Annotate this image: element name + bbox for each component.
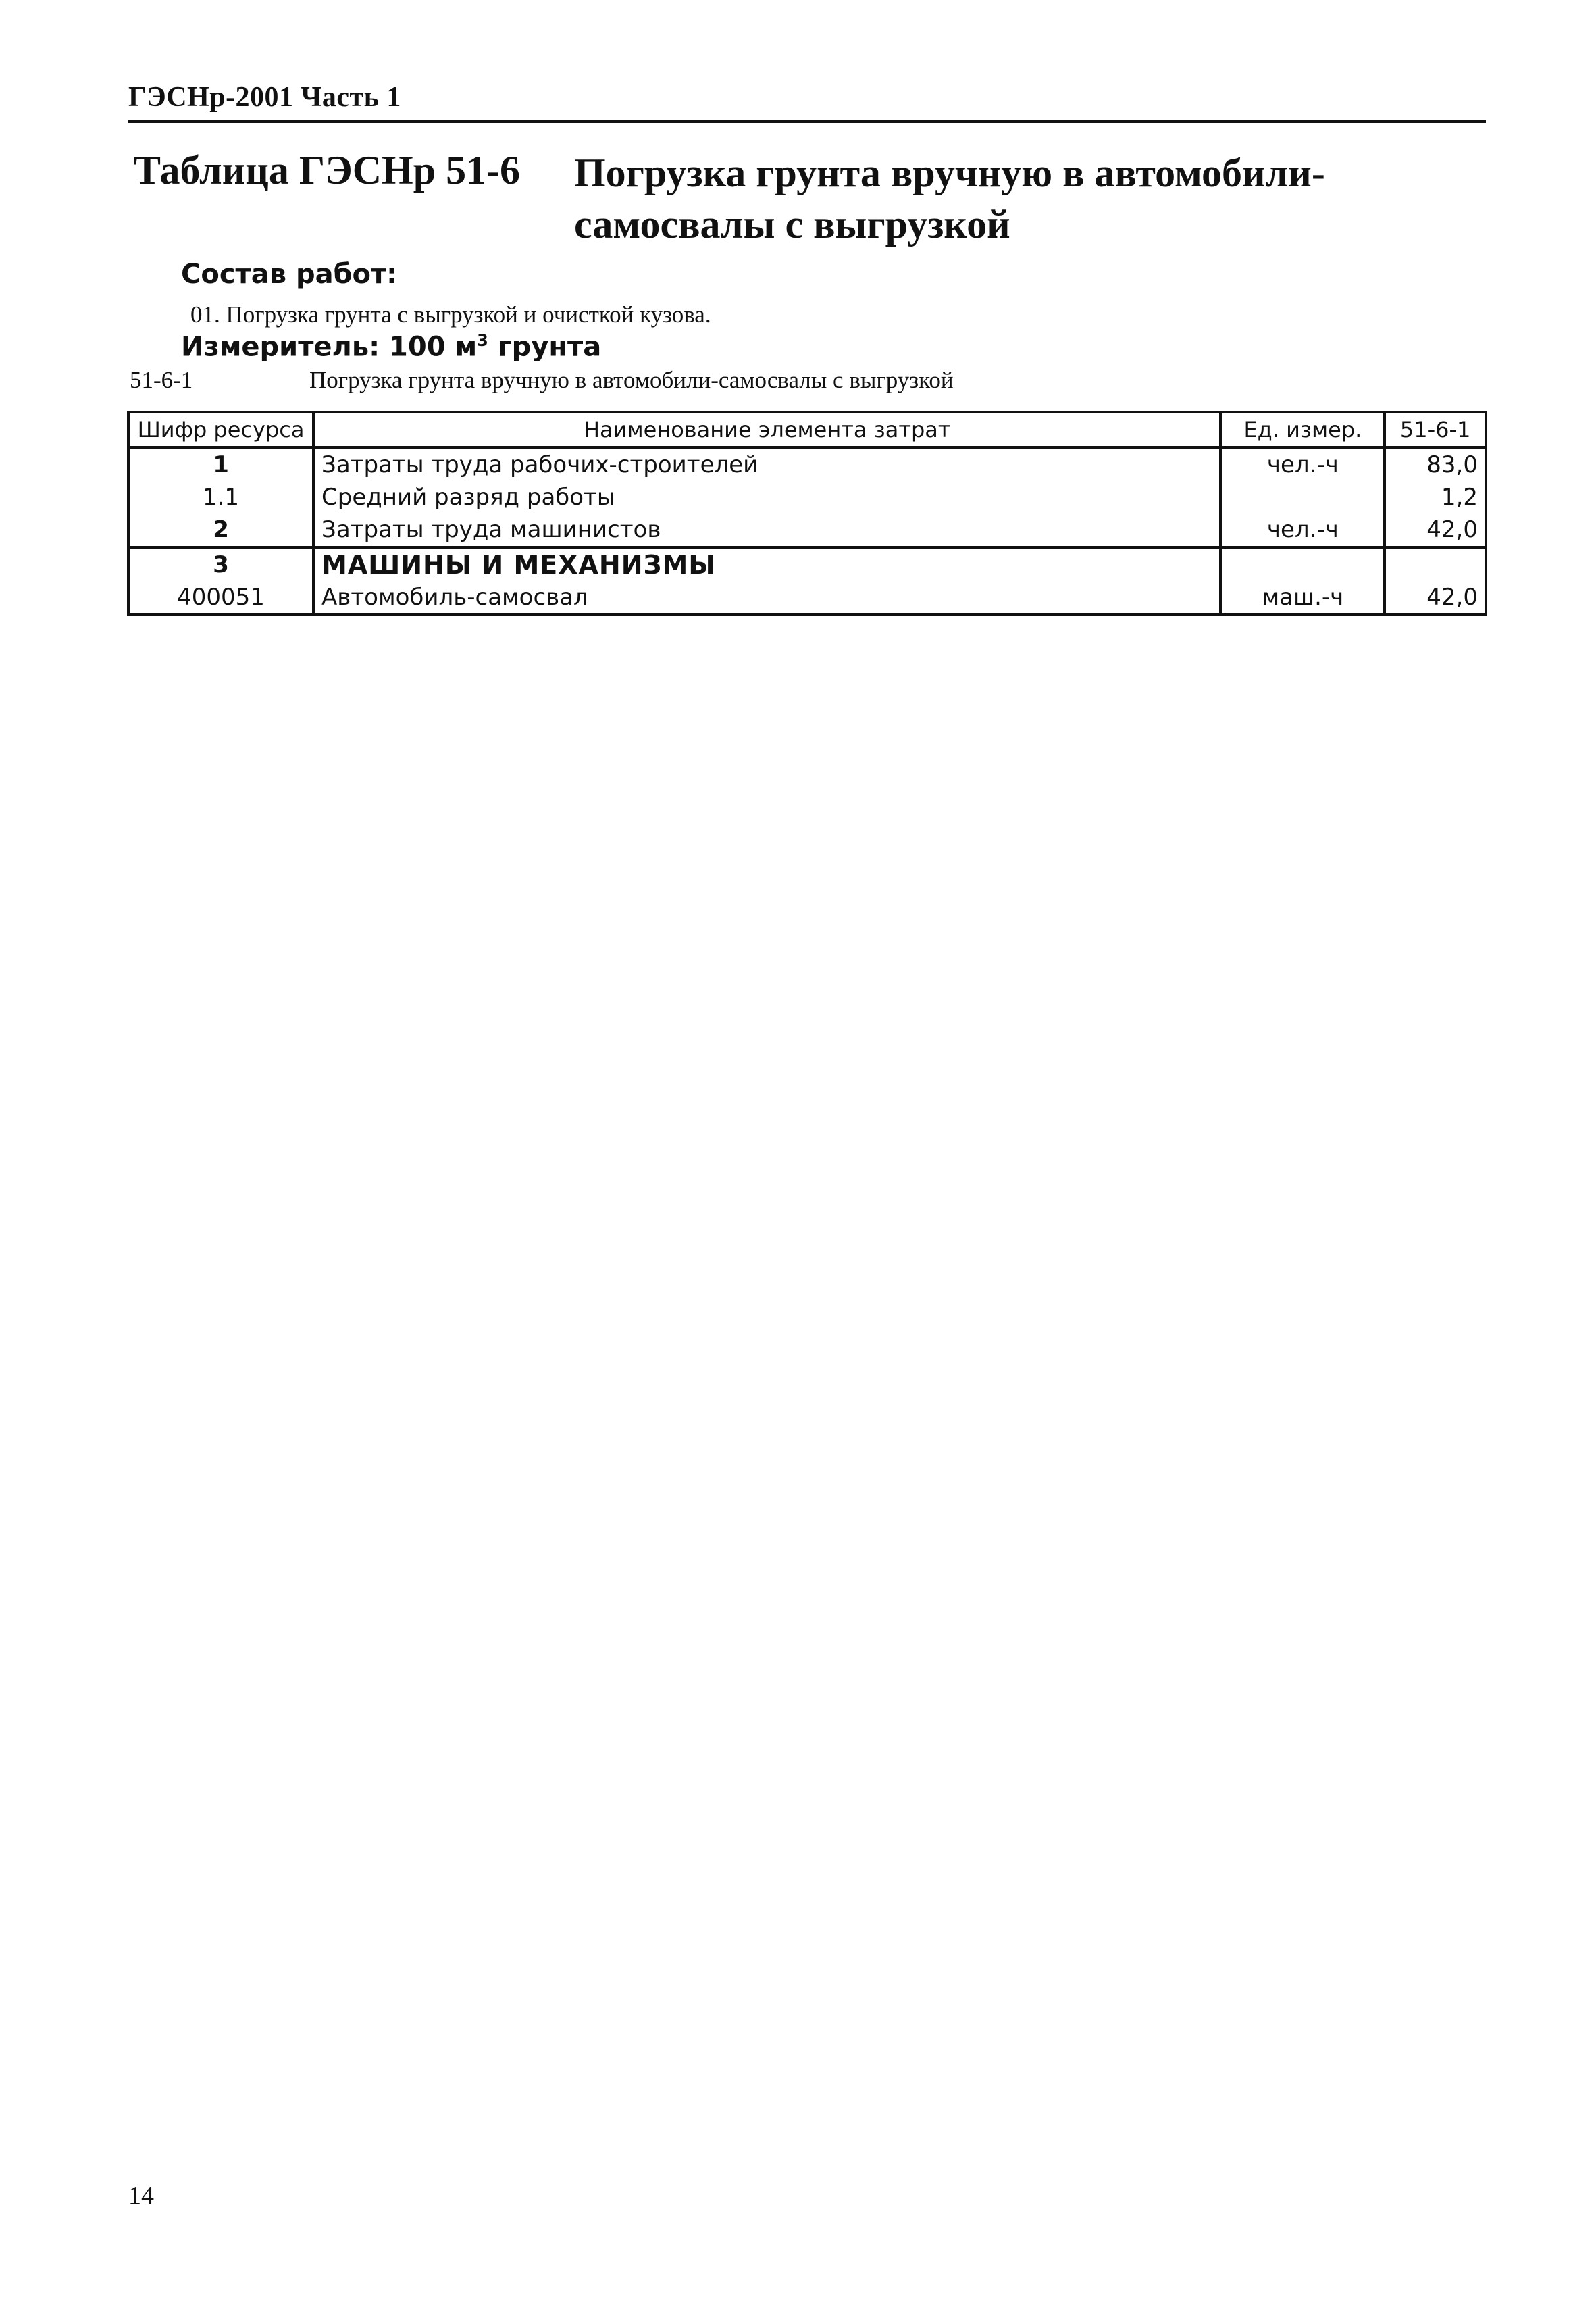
row-unit	[1220, 547, 1385, 581]
row-name: Средний разряд работы	[313, 481, 1220, 513]
header-rule	[128, 120, 1486, 123]
row-value: 83,0	[1385, 447, 1486, 481]
table-row	[128, 513, 1486, 547]
header-code: Шифр ресурса	[128, 412, 313, 447]
row-code: 400051	[128, 581, 313, 615]
table-title: Погрузка грунта вручную в автомобили-самосвалы с выгрузкой	[574, 151, 1325, 247]
table-row	[128, 547, 1486, 581]
measure-suffix: грунта	[488, 331, 602, 363]
section-heading: МАШИНЫ И МЕХАНИЗМЫ	[313, 547, 1220, 581]
row-code: 2	[128, 513, 313, 547]
table-row	[128, 481, 1486, 513]
row-value: 42,0	[1385, 581, 1486, 615]
measure-unit	[181, 331, 601, 362]
row-name: Автомобиль-самосвал	[313, 581, 1220, 615]
row-value: 42,0	[1385, 513, 1486, 547]
row-value	[1385, 547, 1486, 581]
row-code: 3	[128, 547, 313, 581]
row-unit: чел.-ч	[1220, 447, 1385, 481]
rate-name: Погрузка грунта вручную в автомобили-самосвалы с выгрузкой	[309, 367, 954, 393]
table-header-row	[128, 412, 1486, 447]
row-name: Затраты труда рабочих-строителей	[313, 447, 1220, 481]
row-name: Затраты труда машинистов	[313, 513, 1220, 547]
rate-code: 51-6-1	[130, 367, 193, 393]
row-unit: чел.-ч	[1220, 513, 1385, 547]
header-name: Наименование элемента затрат	[313, 412, 1220, 447]
header-unit: Ед. измер.	[1220, 412, 1385, 447]
work-composition-item: 01. Погрузка грунта с выгрузкой и очисткой кузова.	[190, 301, 711, 328]
row-unit: маш.-ч	[1220, 581, 1385, 615]
measure-superscript: 3	[477, 331, 488, 350]
row-value: 1,2	[1385, 481, 1486, 513]
row-code: 1	[128, 447, 313, 481]
row-unit	[1220, 481, 1385, 513]
row-code: 1.1	[128, 481, 313, 513]
table-row	[128, 581, 1486, 615]
document-header: ГЭСНр-2001 Часть 1	[128, 82, 401, 113]
header-value: 51-6-1	[1385, 412, 1486, 447]
resource-table	[127, 411, 1487, 616]
table-label: Таблица ГЭСНр 51-6	[134, 148, 521, 193]
page-number: 14	[128, 2182, 154, 2210]
table-row	[128, 447, 1486, 481]
work-composition-heading: Состав работ:	[181, 259, 398, 290]
measure-prefix: Измеритель: 100 м	[181, 331, 478, 363]
